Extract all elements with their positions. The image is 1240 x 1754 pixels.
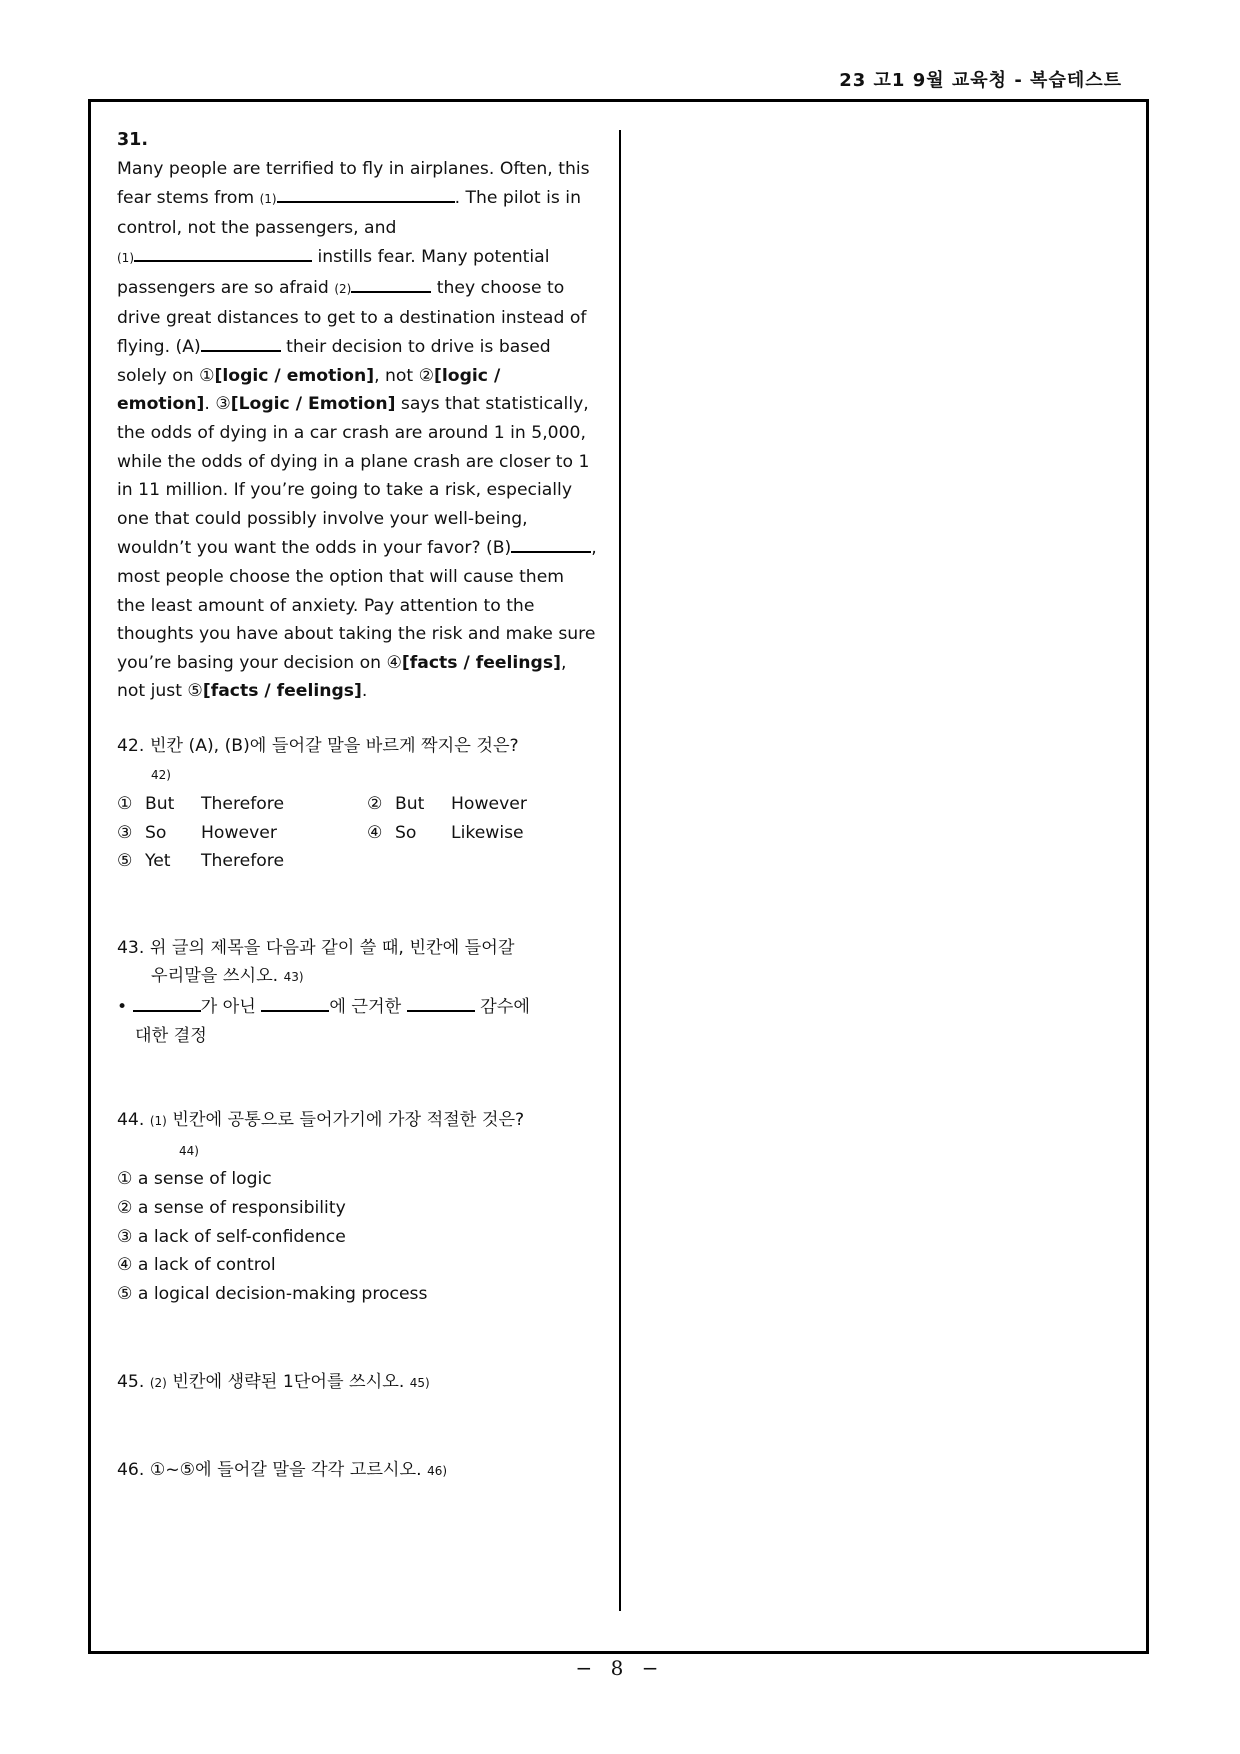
text-segment: 에 근거한: [329, 997, 407, 1018]
question-text: 빈칸에 공통으로 들어가기에 가장 적절한 것은?: [172, 1110, 525, 1131]
choice-text: a sense of logic: [137, 1169, 272, 1190]
question-number: 46.: [117, 1459, 145, 1480]
passage-text: [117, 155, 597, 706]
text-segment: , most people choose the option that will cause them the least amount of anxiety. Pay attention to the thoughts you have about taking the risk and make sure you’re basing your decision on ④: [117, 538, 597, 673]
choice-bracket-3: [Logic / Emotion]: [230, 394, 396, 415]
choice-number: ④: [117, 1255, 133, 1276]
footnote-ref: 44): [179, 1143, 199, 1158]
choice-b: Therefore: [201, 851, 285, 872]
choice-number: ②: [367, 794, 383, 815]
choice-b: However: [201, 822, 277, 843]
choice-text: a lack of self-confidence: [137, 1226, 346, 1247]
choice-1[interactable]: [117, 1165, 597, 1194]
blank-label: (1): [149, 1114, 167, 1129]
choice-a: So: [145, 822, 167, 843]
choice-3[interactable]: [117, 1223, 597, 1252]
footnote-ref: 43): [283, 970, 304, 985]
choice-number: ①: [117, 794, 133, 815]
choice-list: [117, 790, 597, 876]
blank-label: (1): [117, 251, 134, 266]
question-number: 42.: [117, 735, 145, 756]
text-segment: their decision to drive is based solely on ①: [117, 337, 551, 386]
choice-list: [117, 1165, 597, 1308]
text-segment: they choose to drive great distances to get to a destination instead of flying. (A): [117, 277, 587, 358]
choice-number: ⑤: [117, 851, 133, 872]
choice-4[interactable]: [367, 819, 597, 848]
choice-1[interactable]: [117, 790, 367, 819]
choice-bracket-1: [logic / emotion]: [214, 365, 375, 386]
blank-label: (1): [259, 192, 277, 207]
text-segment: instills fear. Many potential passengers are so afraid: [117, 247, 550, 298]
choice-text: a sense of responsibility: [137, 1198, 346, 1218]
text-segment: , not ②: [374, 365, 435, 386]
bullet: •: [117, 997, 128, 1018]
text-segment: , not just ⑤: [117, 652, 567, 702]
blank-label: (2): [149, 1376, 167, 1391]
text-segment: . The pilot is in control, not the passengers, and: [117, 188, 581, 238]
question-text: 우리말을 쓰시오.: [151, 966, 279, 987]
title-blank-3[interactable]: [407, 992, 475, 1012]
choice-b: Therefore: [201, 794, 285, 815]
choice-b: However: [451, 794, 527, 815]
header-title: 23 고1 9월 교육청 - 복습테스트: [839, 70, 1122, 91]
footnote-ref: 46): [427, 1463, 448, 1478]
left-column: [117, 126, 597, 1486]
title-blank-1[interactable]: [133, 992, 201, 1012]
question-45: [117, 1368, 597, 1398]
question-42: [117, 732, 597, 876]
text-segment: .: [361, 681, 368, 702]
question-text: 빈칸 (A), (B)에 들어갈 말을 바르게 짝지은 것은?: [149, 735, 519, 756]
passage: [117, 126, 597, 706]
blank-1b[interactable]: [134, 242, 312, 262]
choice-a: But: [145, 794, 175, 815]
choice-b: Likewise: [451, 822, 524, 843]
choice-5[interactable]: [117, 1280, 597, 1309]
question-44: [117, 1106, 597, 1308]
column-divider: [619, 130, 621, 1611]
choice-a: So: [395, 822, 417, 843]
title-blank-line: [117, 992, 597, 1022]
text-segment: 감수에: [474, 997, 530, 1018]
text-segment: says that statistically, the odds of dying in a car crash are around 1 in 5,000, while the odds of dying in a plane crash are closer to 1 in 11 million. If you’re going to take a risk, especially one that could possibly involve your well-being, wouldn’t you want the odds in your favor? (B): [117, 394, 590, 559]
choice-text: a logical decision-making process: [137, 1283, 428, 1304]
page-number: − 8 −: [575, 1656, 665, 1680]
text-segment: 대한 결정: [135, 1025, 207, 1046]
question-number: 43.: [117, 937, 145, 958]
footnote-ref: 45): [409, 1376, 430, 1391]
choice-text: a lack of control: [137, 1255, 276, 1276]
choice-number: ①: [117, 1169, 133, 1190]
question-text: ①~⑤에 들어갈 말을 각각 고르시오.: [149, 1459, 422, 1480]
question-43: [117, 934, 597, 1050]
passage-number: 31.: [117, 130, 149, 150]
blank-b[interactable]: [511, 533, 591, 553]
text-segment: Many people are terrified to fly in airplanes. Often, this fear stems from: [117, 158, 590, 209]
choice-3[interactable]: [117, 819, 367, 848]
question-number: 44.: [117, 1110, 145, 1131]
choice-number: ②: [117, 1198, 133, 1218]
text-segment: . ③: [204, 394, 231, 415]
choice-2[interactable]: [367, 790, 597, 819]
blank-a[interactable]: [201, 332, 281, 352]
choice-2[interactable]: [117, 1194, 597, 1223]
right-column: [630, 126, 1130, 1606]
choice-bracket-2: [logic / emotion]: [117, 365, 501, 415]
blank-label: (2): [334, 281, 352, 296]
blank-1[interactable]: [277, 183, 455, 203]
choice-number: ⑤: [117, 1283, 133, 1304]
question-number: 45.: [117, 1372, 145, 1393]
choice-number: ④: [367, 822, 383, 843]
question-text: 위 글의 제목을 다음과 같이 쓸 때, 빈칸에 들어갈: [149, 937, 515, 958]
choice-a: But: [395, 794, 425, 815]
title-blank-2[interactable]: [261, 992, 329, 1012]
question-46: [117, 1456, 597, 1486]
choice-number: ③: [117, 822, 133, 843]
blank-2[interactable]: [351, 273, 431, 293]
choice-bracket-4: [facts / feelings]: [401, 652, 561, 673]
choice-bracket-5: [facts / feelings]: [202, 681, 362, 702]
choice-5[interactable]: [117, 847, 367, 876]
question-text: 빈칸에 생략된 1단어를 쓰시오.: [172, 1372, 405, 1393]
choice-number: ③: [117, 1226, 133, 1247]
choice-a: Yet: [145, 851, 171, 872]
footnote-ref: 42): [151, 768, 171, 783]
choice-4[interactable]: [117, 1251, 597, 1280]
text-segment: 가 아닌: [200, 997, 262, 1018]
